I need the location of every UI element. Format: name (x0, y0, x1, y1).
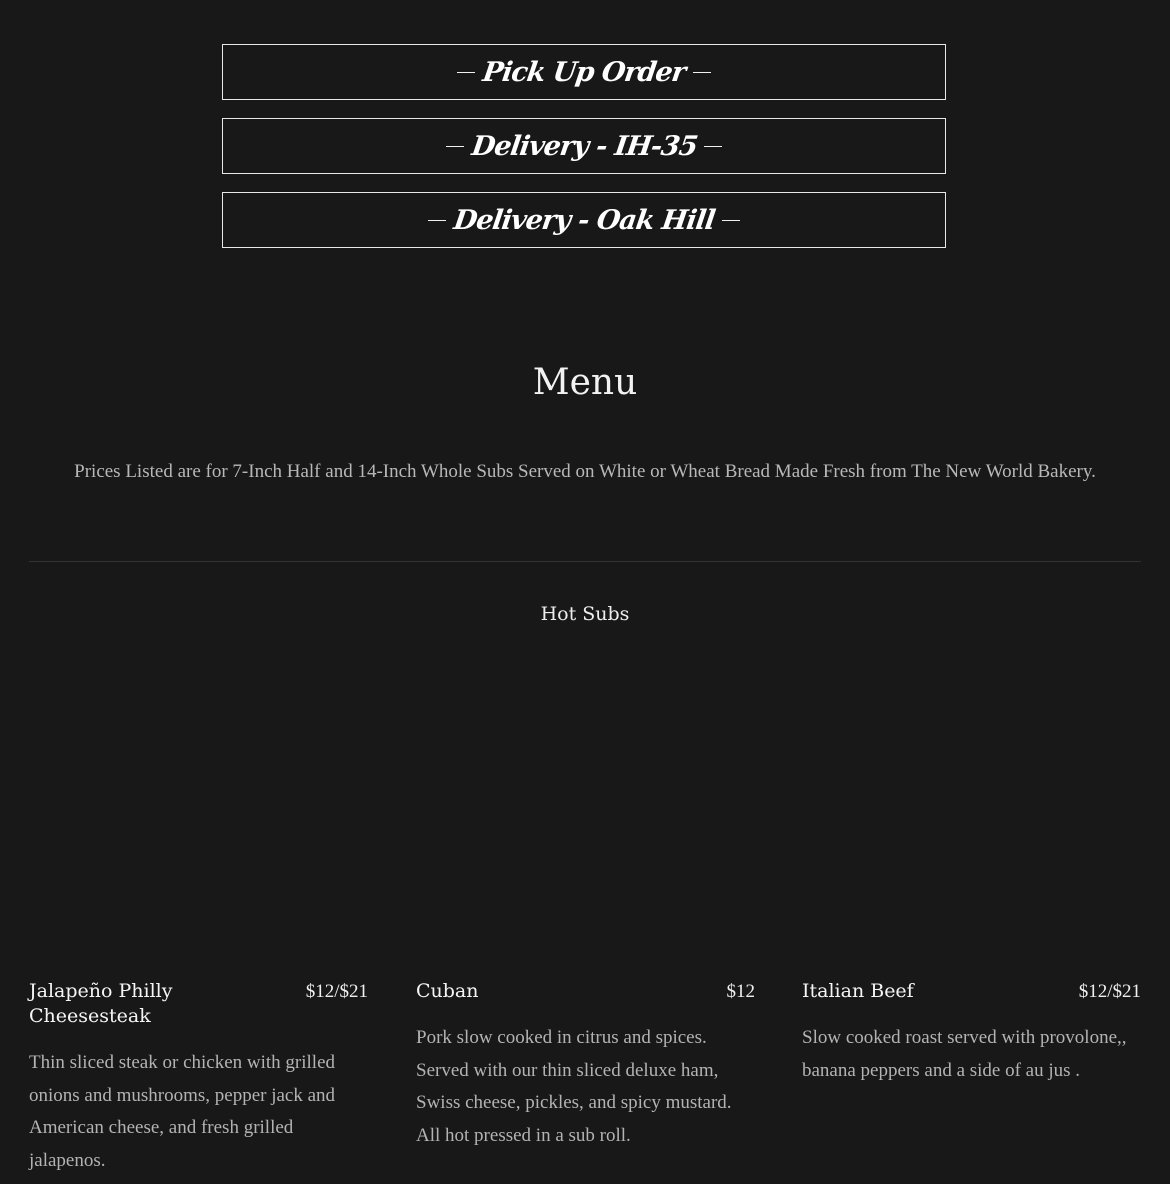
item-name: Italian Beef (802, 980, 914, 1002)
item-price: $12/$21 (305, 981, 368, 1002)
delivery-oak-hill-button[interactable] (222, 192, 946, 248)
menu-subtitle: Prices Listed are for 7-Inch Half and 14-Inch Whole Subs Served on White or Wheat Bread Made Fresh from The New World Bakery. (74, 461, 1096, 482)
item-price: $12 (726, 981, 755, 1002)
dash-left (428, 220, 446, 221)
item-description: Pork slow cooked in citrus and spices. Served with our thin sliced deluxe ham, Swiss cheese, pickles, and spicy mustard. All hot pressed in a sub roll. (416, 1027, 732, 1146)
dash-right (722, 220, 740, 221)
dash-left (446, 146, 464, 147)
item-name: Cuban (416, 980, 479, 1002)
dash-left (457, 72, 475, 73)
dash-right (704, 146, 722, 147)
menu-item-cuban (416, 979, 755, 1152)
item-description: Thin sliced steak or chicken with grilled onions and mushrooms, pepper jack and American cheese, and fresh grilled jalapenos. (29, 1052, 336, 1171)
menu-item-italian-beef (802, 979, 1141, 1087)
pick-up-order-button[interactable] (222, 44, 946, 100)
section-title-hot-subs: Hot Subs (540, 603, 630, 625)
dash-right (693, 72, 711, 73)
delivery-oak-hill-label: Delivery - Oak Hill (451, 204, 717, 236)
delivery-ih35-label: Delivery - IH-35 (469, 130, 699, 162)
section-divider (29, 561, 1141, 562)
menu-title: Menu (532, 362, 638, 403)
menu-item-jalapeno-philly (29, 979, 368, 1177)
delivery-ih35-button[interactable] (222, 118, 946, 174)
item-price: $12/$21 (1078, 981, 1141, 1002)
item-name: Jalapeño Philly Cheesesteak (29, 980, 173, 1027)
item-description: Slow cooked roast served with provolone,, banana peppers and a side of au jus . (802, 1027, 1127, 1081)
pick-up-order-label: Pick Up Order (480, 56, 688, 88)
